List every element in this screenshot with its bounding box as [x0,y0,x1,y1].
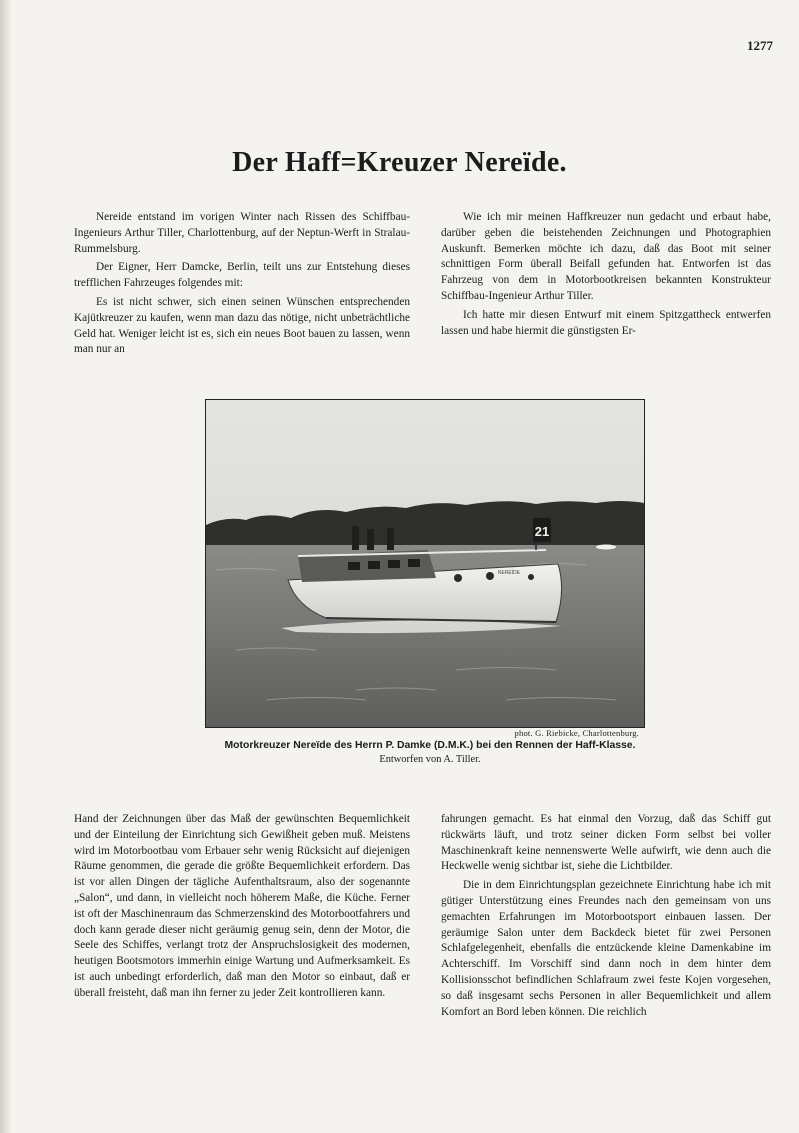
paragraph: Es ist nicht schwer, sich einen seinen Wünschen entsprechenden Kajütkreuzer zu kaufen, wenn man dazu das nötige, nicht unbeträchtliche Geld hat. Weniger leicht ist es, sich ein neues Boot bauen zu lassen, wenn man nur an [74,295,410,356]
boat-photograph [205,399,645,728]
cabin-window [388,560,400,568]
text-column-top-right [441,210,771,342]
paragraph: Hand der Zeichnungen über das Maß der gewünschten Bequemlichkeit und der Einteilung der Einrichtung sich Gewißheit geben muß. Meistens wird im Motorbootbau vom Erbauer sehr wenig Rücksicht auf diejenigen Räume genommen, die gerade die größte Bequemlichkeit erfordern. Das ist vor allen Dingen der tägliche Aufenthaltsraum, also der sogenannte „Salon“, und dann, in vielleicht noch höherem Maße, die Küche. Ferner ist oft der Maschinenraum das Schmerzenskind des Motorbootfahrers und doch kann gerade dieser nicht geräumig genug sein, denn der Motor, die Seele des Schiffes, verlangt trotz der Anspruchslosigkeit des modernen, heutigen Bootsmotors immerhin einige Wartung und Aufmerksamkeit. Es ist auch unbedingt erforderlich, daß man den Motor so einbaut, daß er überall freisteht, daß man ihn ferner zu jeder Zeit kontrollieren kann. [74,813,410,999]
distant-boat [596,545,616,550]
text-column-top-left [74,210,410,361]
porthole [528,574,534,580]
porthole [454,574,462,582]
porthole [486,572,494,580]
crew-figure [387,528,394,550]
boat-name-lettering: NEREÏDE [497,570,521,576]
page-number: 1277 [747,38,773,53]
boat-photo-illustration [206,400,644,727]
text-column-bottom-left [74,812,410,1005]
cabin-window [348,562,360,570]
paragraph: Der Eigner, Herr Damcke, Berlin, teilt uns zur Entstehung dieses trefflichen Fahrzeuges folgendes mit: [74,261,410,290]
paragraph: fahrungen gemacht. Es hat einmal den Vorzug, daß das Schiff gut rückwärts läuft, und trotz seiner dicken Form selbst bei voller Maschinenkraft keine nennenswerte Welle aufwirft, wie denn auch die Heckwelle wenig sichtbar ist, siehe die Lichtbilder. [441,813,771,873]
photo-caption: Motorkreuzer Nereïde des Herrn P. Damke (D.M.K.) bei den Rennen der Haff-Klasse. [224,740,636,751]
article-title: Der Haff=Kreuzer Nereïde. [232,147,567,178]
paragraph: Wie ich mir meinen Haffkreuzer nun gedacht und erbaut habe, darüber geben die beistehenden Zeichnungen und Photographien Auskunft. Bemerken möchte ich dazu, daß das Boot mit seiner schnittigen Form überall Beifall gefunden hat. Entworfen ist das Fahrzeug von dem in Motorbootkreisen bekannten Konstrukteur Schiffbau-Ingenieur Arthur Tiller. [441,211,771,302]
race-number: 21 [534,524,550,539]
crew-figure [352,526,359,550]
cabin-window [408,559,420,567]
text-column-bottom-right [441,812,771,1023]
cabin-window [368,561,380,569]
paragraph: Nereide entstand im vorigen Winter nach Rissen des Schiffbau-Ingenieurs Arthur Tiller, Charlottenburg, auf der Neptun-Werft in Stralau-Rummelsburg. [74,211,410,255]
photo-caption-designer: Entworfen von A. Tiller. [379,754,481,765]
paragraph: Ich hatte mir diesen Entwurf mit einem Spitzgattheck entwerfen lassen und habe hiermit die günstigsten Er- [441,308,771,337]
photo-credit: phot. G. Riebicke, Charlottenburg. [514,728,639,738]
crew-figure [367,529,374,550]
paragraph: Die in dem Einrichtungsplan gezeichnete Einrichtung habe ich mit gütiger Unterstützung eines Freundes nach den gemeinsam von uns gemachten Erfahrungen im Motorbootsport einbauen lassen. Der geräumige Salon unter dem Backdeck bietet für zwei Personen Schlafgelegenheit, ebenfalls die entzückende kleine Damenkabine im Achterschiff. Im Vorschiff sind dann noch in dem hinter dem Kollisionsschot befindlichen Schlafraum zwei feste Kojen vorgesehen, so daß insgesamt sechs Personen in aller Bequemlichkeit und allem Komfort an Bord leben können. Die reichlich [441,879,771,1018]
